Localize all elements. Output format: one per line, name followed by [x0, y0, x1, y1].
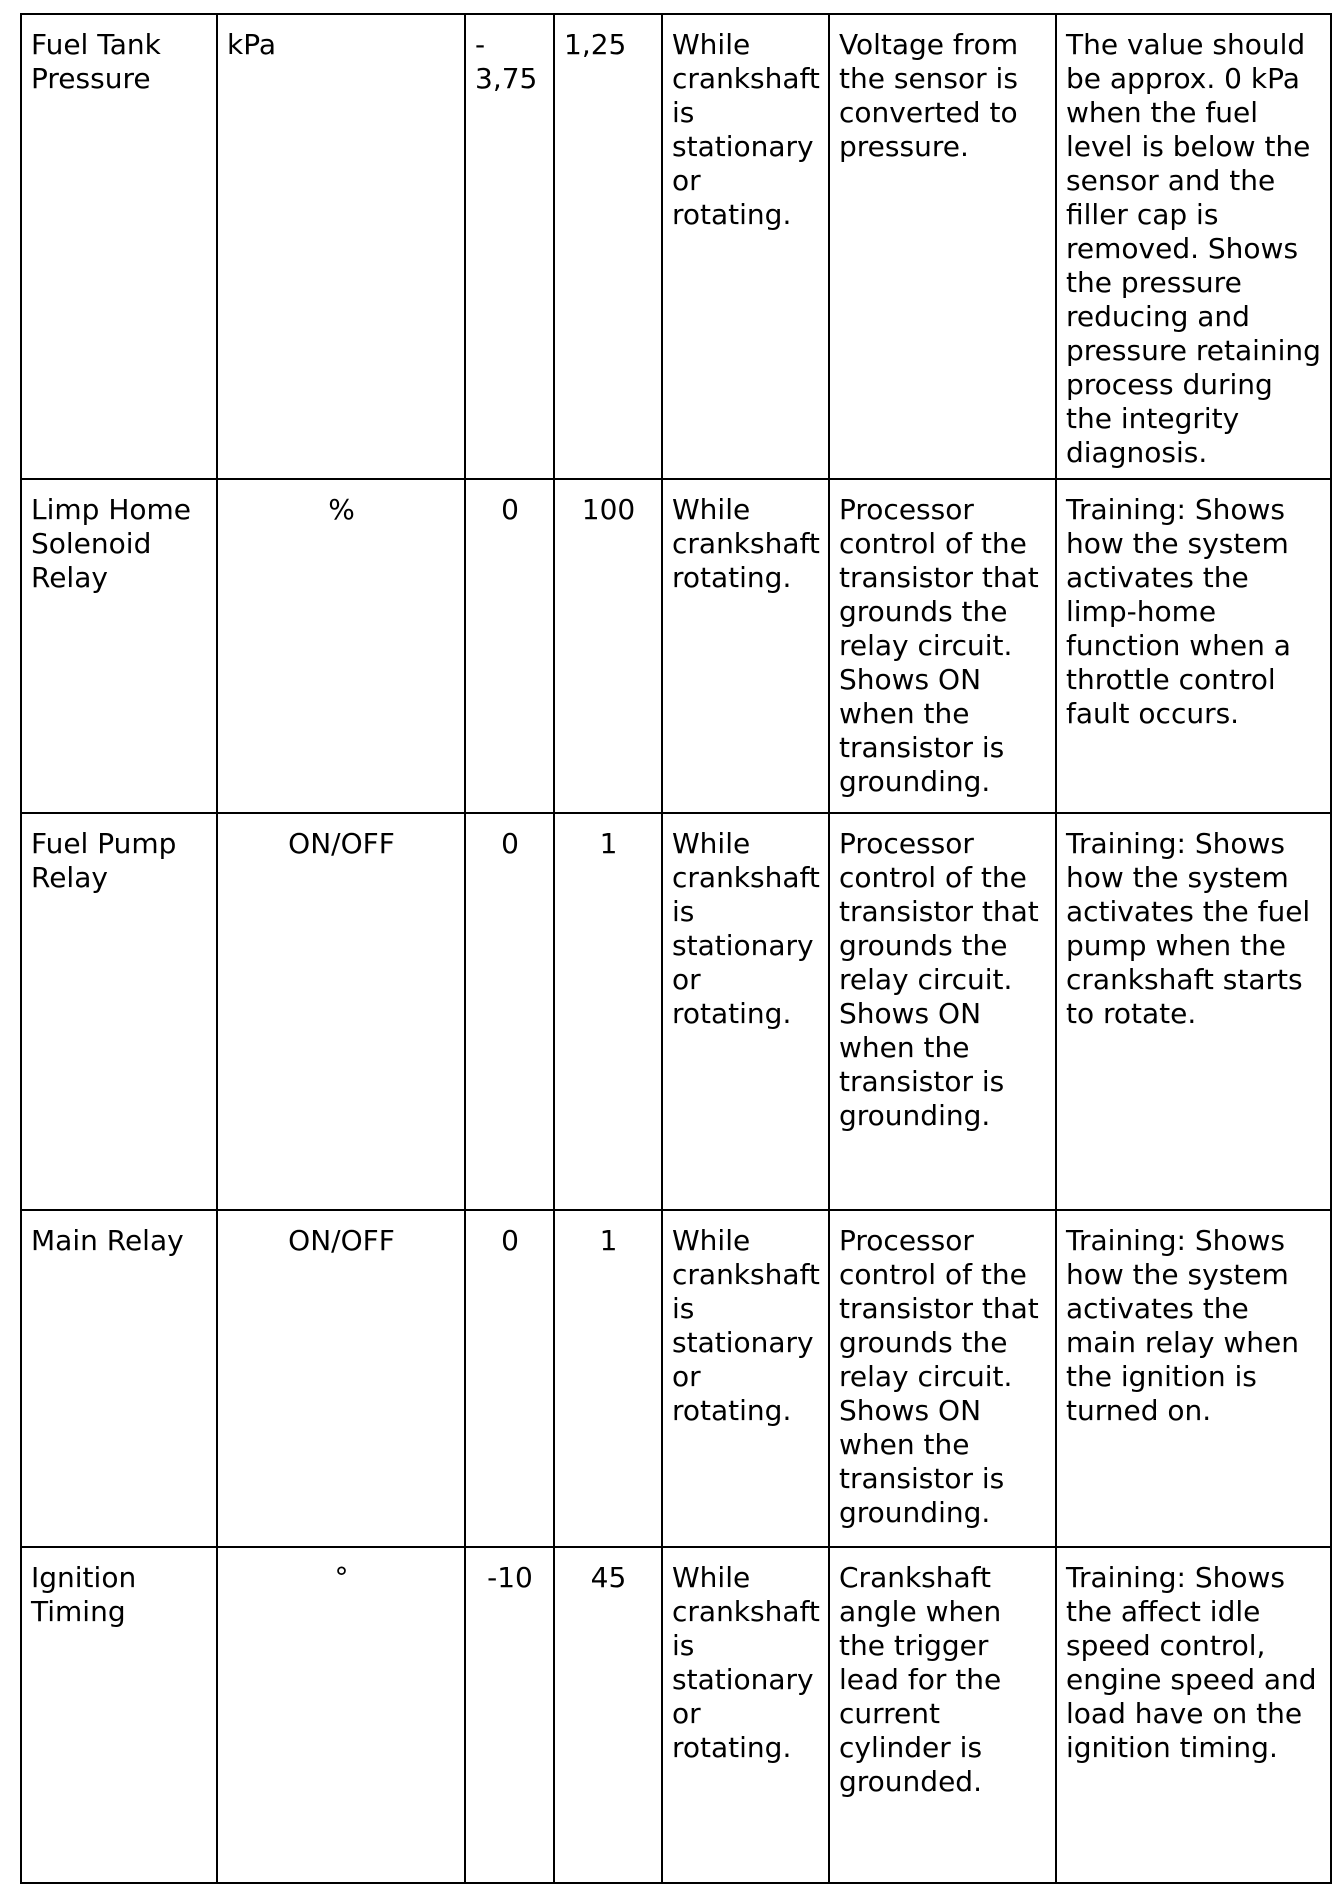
description-cell: [829, 479, 1056, 813]
parameter-name-cell: [21, 479, 217, 813]
parameter-name-cell: [21, 1210, 217, 1547]
parameter-table: [20, 13, 1332, 1884]
condition: While crankshaft is stationary or rotating.: [672, 1561, 820, 1764]
unit-cell: [217, 1547, 465, 1883]
min-value: 0: [501, 1224, 519, 1257]
parameter-name: Ignition Timing: [31, 1561, 137, 1628]
parameter-name: Limp Home Solenoid Relay: [31, 493, 192, 594]
table-row: [21, 14, 1331, 479]
condition-cell: [662, 14, 829, 479]
description: Processor control of the transistor that grounds the relay circuit. Shows ON when the transistor is grounding.: [839, 493, 1039, 798]
unit: ON/OFF: [288, 827, 395, 860]
parameter-name: Main Relay: [31, 1224, 184, 1257]
max-value: 1,25: [564, 28, 627, 61]
unit-cell: [217, 1210, 465, 1547]
unit: %: [328, 493, 355, 526]
document-page: [20, 13, 1332, 1884]
description-cell: [829, 813, 1056, 1210]
table-row: [21, 813, 1331, 1210]
remarks: Training: Shows how the system activates the fuel pump when the crankshaft starts to rotate.: [1066, 827, 1311, 1030]
table-row: [21, 1210, 1331, 1547]
max-value: 45: [590, 1561, 627, 1594]
max-value-cell: [554, 479, 662, 813]
unit-cell: [217, 479, 465, 813]
min-value-cell: [465, 1547, 554, 1883]
condition: While crankshaft rotating.: [672, 493, 820, 594]
parameter-name-cell: [21, 1547, 217, 1883]
description-cell: [829, 1547, 1056, 1883]
max-value-cell: [554, 14, 662, 479]
remarks: Training: Shows how the system activates the main relay when the ignition is turned on.: [1066, 1224, 1300, 1427]
max-value-cell: [554, 813, 662, 1210]
min-value: 0: [501, 827, 519, 860]
description: Processor control of the transistor that grounds the relay circuit. Shows ON when the transistor is grounding.: [839, 827, 1039, 1132]
min-value-cell: [465, 479, 554, 813]
max-value: 100: [581, 493, 636, 526]
parameter-name-cell: [21, 14, 217, 479]
parameter-name: Fuel Pump Relay: [31, 827, 177, 894]
unit: °: [334, 1561, 349, 1594]
remarks: The value should be approx. 0 kPa when the fuel level is below the sensor and the filler cap is removed. Shows the pressure reducing and pressure retaining process during the integrity diagnosis.: [1066, 28, 1321, 469]
description: Voltage from the sensor is converted to pressure.: [839, 28, 1019, 163]
condition: While crankshaft is stationary or rotating.: [672, 827, 820, 1030]
parameter-name-cell: [21, 813, 217, 1210]
unit: ON/OFF: [288, 1224, 395, 1257]
remarks-cell: [1056, 1210, 1331, 1547]
description: Crankshaft angle when the trigger lead for the current cylinder is grounded.: [839, 1561, 1002, 1798]
min-value-cell: [465, 813, 554, 1210]
remarks-cell: [1056, 1547, 1331, 1883]
condition-cell: [662, 813, 829, 1210]
max-value-cell: [554, 1210, 662, 1547]
min-value-cell: [465, 14, 554, 479]
min-value: -10: [487, 1561, 533, 1594]
max-value-cell: [554, 1547, 662, 1883]
condition: While crankshaft is stationary or rotating.: [672, 1224, 820, 1427]
condition-cell: [662, 1210, 829, 1547]
parameter-name: Fuel Tank Pressure: [31, 28, 161, 95]
remarks: Training: Shows how the system activates the limp-home function when a throttle control fault occurs.: [1066, 493, 1291, 730]
description-cell: [829, 1210, 1056, 1547]
unit-cell: [217, 813, 465, 1210]
remarks: Training: Shows the affect idle speed control, engine speed and load have on the ignition timing.: [1066, 1561, 1317, 1764]
min-value: - 3,75: [475, 28, 538, 95]
condition-cell: [662, 479, 829, 813]
table-row: [21, 479, 1331, 813]
max-value: 1: [599, 827, 618, 860]
remarks-cell: [1056, 14, 1331, 479]
min-value: 0: [501, 493, 519, 526]
condition-cell: [662, 1547, 829, 1883]
remarks-cell: [1056, 479, 1331, 813]
remarks-cell: [1056, 813, 1331, 1210]
unit: kPa: [227, 28, 276, 61]
min-value-cell: [465, 1210, 554, 1547]
max-value: 1: [599, 1224, 618, 1257]
table-row: [21, 1547, 1331, 1883]
unit-cell: [217, 14, 465, 479]
description-cell: [829, 14, 1056, 479]
condition: While crankshaft is stationary or rotating.: [672, 28, 820, 231]
description: Processor control of the transistor that grounds the relay circuit. Shows ON when the transistor is grounding.: [839, 1224, 1039, 1529]
